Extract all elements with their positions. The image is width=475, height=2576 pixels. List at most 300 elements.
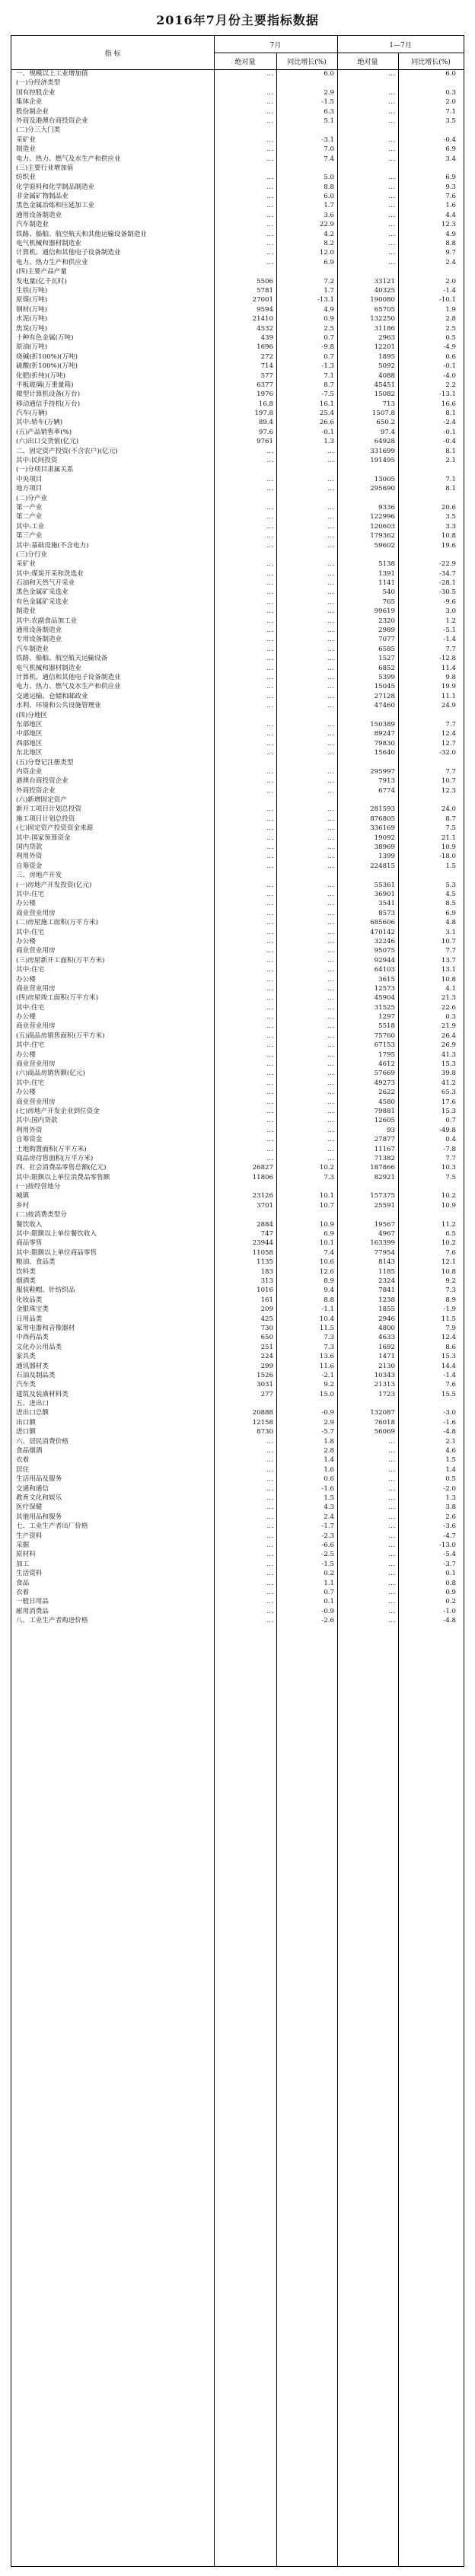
row-value: 9.4: [324, 1286, 334, 1295]
row-value: 7.9: [445, 1324, 456, 1332]
table-row: [11, 805, 464, 814]
row-value: 13005: [374, 475, 395, 483]
table-row: [11, 1333, 464, 1342]
row-label: 衣着: [16, 1456, 30, 1465]
row-label: 出口额: [16, 1418, 36, 1427]
row-value: …: [327, 607, 334, 616]
row-label: (五)分登记注册类型: [16, 758, 74, 767]
row-label: 采矿业: [16, 560, 36, 569]
table-row: [11, 682, 464, 691]
table-row: [11, 418, 464, 427]
table-row: [11, 1286, 464, 1295]
row-value: -1.5: [321, 1560, 334, 1568]
row-value: -9.6: [443, 598, 456, 606]
row-label: 商业营业用房: [16, 984, 56, 993]
table-row: [11, 465, 464, 474]
row-value: 2.0: [445, 277, 456, 285]
row-value: 7.4: [324, 1248, 334, 1257]
row-value: …: [327, 947, 334, 955]
row-value: 13.1: [441, 966, 456, 974]
row-value: …: [327, 881, 334, 889]
table-row: [11, 484, 464, 493]
row-label: 平板玻璃(万重量箱): [16, 381, 74, 389]
row-label: 通讯器材类: [16, 1362, 49, 1370]
table-row: [11, 881, 464, 890]
row-value: 650: [260, 1334, 273, 1342]
row-value: 97.6: [258, 428, 273, 436]
row-value: 92944: [374, 956, 395, 964]
table-row: [11, 899, 464, 908]
row-value: 0.5: [445, 1475, 456, 1484]
row-value: 5781: [257, 286, 273, 295]
row-value: 9.3: [445, 183, 456, 191]
table-row: [11, 1060, 464, 1069]
table-row: [11, 352, 464, 362]
row-value: -12.8: [438, 655, 456, 663]
row-value: …: [266, 532, 273, 540]
row-value: 8.1: [445, 410, 456, 418]
row-value: -7.5: [321, 391, 334, 399]
row-value: 6.9: [445, 145, 456, 154]
table-body: [11, 69, 464, 1625]
row-value: …: [388, 1437, 395, 1446]
row-value: -13.0: [438, 1541, 456, 1549]
row-value: 3701: [257, 1201, 273, 1210]
table-row: [11, 1267, 464, 1277]
table-row: [11, 946, 464, 955]
table-row: [11, 1616, 464, 1625]
table-row: [11, 1427, 464, 1436]
row-value: 19092: [374, 834, 395, 842]
row-value: 730: [260, 1324, 273, 1332]
row-label: (六)出口交货值(亿元): [16, 438, 79, 446]
row-value: 313: [260, 1277, 273, 1285]
row-value: 41.3: [441, 1050, 456, 1059]
row-value: 5138: [378, 560, 395, 569]
row-value: 1.4: [324, 1456, 334, 1465]
row-label: 汽车制造业: [16, 645, 49, 653]
row-label: 其中:煤炭开采和洗选业: [16, 569, 84, 578]
row-value: 713: [382, 400, 395, 408]
row-value: …: [327, 636, 334, 644]
row-value: …: [388, 1588, 395, 1596]
row-label: 国内贷款: [16, 843, 43, 852]
row-value: 8573: [378, 909, 395, 917]
row-value: 4.9: [445, 230, 456, 238]
row-value: …: [388, 1579, 395, 1587]
row-value: 15.5: [441, 1390, 456, 1398]
row-value: 1527: [378, 655, 395, 663]
table-row: [11, 362, 464, 371]
table-row: [11, 1050, 464, 1060]
table-row: [11, 1399, 464, 1408]
row-value: 2.5: [324, 324, 334, 333]
row-label: 饮料类: [16, 1267, 36, 1276]
table-row: [11, 1569, 464, 1578]
row-value: 20.6: [441, 503, 456, 512]
row-value: …: [327, 739, 334, 748]
row-value: …: [388, 230, 395, 238]
row-value: 23126: [252, 1192, 273, 1200]
row-label: 其他用品和服务: [16, 1513, 62, 1521]
table-row: [11, 183, 464, 192]
row-label: (二)按消费类型分: [16, 1211, 67, 1219]
row-value: 40325: [374, 286, 395, 295]
row-label: 办公楼: [16, 1050, 36, 1059]
row-label: 其中:住宅: [16, 1079, 45, 1087]
row-value: 3615: [378, 975, 395, 984]
row-label: 计算机、通信和其他电子设备制造业: [16, 674, 121, 681]
row-value: -1.9: [443, 1306, 456, 1314]
row-value: 224: [260, 1353, 273, 1361]
row-value: 5506: [257, 277, 273, 285]
row-value: …: [327, 937, 334, 945]
row-value: 3.4: [445, 155, 456, 163]
table-row: [11, 239, 464, 248]
row-value: …: [327, 909, 334, 917]
table-row: [11, 295, 464, 304]
row-value: 11167: [374, 1145, 395, 1153]
row-value: 7.6: [445, 193, 456, 201]
row-value: …: [327, 683, 334, 691]
row-value: 2.8: [445, 315, 456, 324]
row-value: -5.7: [321, 1428, 334, 1436]
table-row: [11, 97, 464, 107]
row-value: 12.1: [441, 1258, 456, 1267]
row-value: …: [327, 513, 334, 521]
row-value: 1.5: [445, 1456, 456, 1465]
row-label: 家具类: [16, 1353, 36, 1361]
row-value: 685606: [370, 919, 395, 927]
row-value: 12.4: [441, 1334, 456, 1342]
row-label: 食品: [16, 1579, 30, 1587]
row-value: 7913: [378, 777, 395, 786]
table-row: [11, 1135, 464, 1144]
row-value: …: [327, 928, 334, 936]
row-value: 10.1: [319, 1239, 334, 1248]
row-value: 1.8: [324, 1437, 334, 1446]
table-row: [11, 248, 464, 257]
row-value: -3.0: [443, 1409, 456, 1417]
row-value: 1.7: [324, 286, 334, 295]
row-label: 通用设备制造业: [16, 626, 62, 635]
row-value: …: [327, 1107, 334, 1115]
row-label: 其中:住宅: [16, 1003, 45, 1012]
row-label: (六)新增固定资产: [16, 796, 67, 805]
row-value: …: [327, 457, 334, 465]
row-value: 19567: [374, 1220, 395, 1229]
row-value: -3.1: [321, 135, 334, 144]
row-value: -1.4: [443, 636, 456, 644]
row-value: 120603: [370, 522, 395, 531]
row-value: 10.9: [319, 1220, 334, 1229]
table-row: [11, 503, 464, 512]
row-value: 224815: [370, 862, 395, 870]
row-value: …: [327, 485, 334, 493]
row-value: 6.9: [324, 258, 334, 266]
row-value: 0.7: [324, 333, 334, 342]
row-value: …: [266, 1617, 273, 1625]
row-value: 24.0: [441, 805, 456, 814]
table-row: [11, 871, 464, 880]
row-value: 4633: [378, 1334, 395, 1342]
table-row: [11, 1229, 464, 1239]
row-value: 7.3: [324, 1343, 334, 1351]
row-value: 45904: [374, 994, 395, 1003]
row-value: 765: [382, 598, 395, 606]
row-value: 0.4: [445, 1136, 456, 1144]
row-value: 3.5: [445, 513, 456, 521]
row-value: 89.4: [258, 419, 273, 427]
row-label: 生活资料: [16, 1570, 43, 1578]
row-value: 1297: [378, 1013, 395, 1022]
row-value: …: [266, 579, 273, 588]
row-value: -2.1: [321, 1371, 334, 1379]
row-value: 5399: [378, 674, 395, 681]
row-value: 6377: [257, 381, 273, 389]
row-value: 16.8: [258, 400, 273, 408]
row-value: 2884: [257, 1220, 273, 1229]
row-label: (一)分经济类型: [16, 79, 61, 88]
table-row: [11, 1371, 464, 1380]
row-value: …: [266, 843, 273, 852]
row-value: 6.9: [445, 909, 456, 917]
row-value: 10.9: [441, 1201, 456, 1210]
row-value: …: [266, 155, 273, 163]
row-value: 251: [260, 1343, 273, 1351]
table-row: [11, 1343, 464, 1352]
row-value: 190080: [370, 296, 395, 304]
row-label: 生产资料: [16, 1532, 43, 1540]
row-value: …: [266, 1079, 273, 1087]
row-value: …: [266, 853, 273, 861]
row-label: 采矿业: [16, 135, 36, 144]
table-row: [11, 277, 464, 286]
row-value: 17.6: [441, 1098, 456, 1106]
row-label: 其中:住宅: [16, 966, 45, 974]
row-label: 专用设备制造业: [16, 636, 62, 644]
table-row: [11, 1220, 464, 1229]
row-value: 425: [260, 1315, 273, 1323]
row-label: 八、工业生产者购进价格: [16, 1617, 88, 1625]
row-value: …: [266, 645, 273, 653]
row-value: -4.0: [443, 371, 456, 380]
table-row: [11, 776, 464, 786]
table-row: [11, 1607, 464, 1616]
table-row: [11, 701, 464, 710]
table-row: [11, 116, 464, 126]
row-label: 商品零售: [16, 1239, 43, 1248]
row-value: 10.7: [319, 1201, 334, 1210]
row-value: 8.8: [445, 240, 456, 248]
row-value: 0.2: [324, 1570, 334, 1578]
header-cum-growth: 同比增长(%): [411, 59, 451, 66]
header-cum-abs: 绝对量: [357, 59, 378, 66]
row-label: 港澳台商投资企业: [16, 777, 69, 786]
row-value: 10.9: [441, 843, 456, 852]
row-value: -5.4: [443, 1551, 456, 1559]
table-row: [11, 1494, 464, 1503]
row-value: …: [327, 786, 334, 795]
row-value: 10.4: [319, 1315, 334, 1323]
row-value: …: [266, 1494, 273, 1502]
table-row: [11, 1315, 464, 1324]
row-label: 办公楼: [16, 937, 36, 945]
table-row: [11, 135, 464, 145]
table-row: [11, 475, 464, 484]
table-row: [11, 843, 464, 852]
row-value: …: [327, 655, 334, 663]
table-row: [11, 1408, 464, 1417]
row-value: …: [266, 1154, 273, 1162]
row-value: 4.6: [445, 1447, 456, 1455]
table-row: [11, 1088, 464, 1097]
table-row: [11, 918, 464, 927]
row-value: …: [327, 447, 334, 455]
row-value: 19.9: [441, 683, 456, 691]
row-label: 西部地区: [16, 739, 43, 748]
table-row: [11, 1550, 464, 1559]
row-label: 商业营业用房: [16, 1022, 56, 1031]
row-value: 11.6: [319, 1362, 334, 1370]
table-row: [11, 1362, 464, 1371]
table-row: [11, 88, 464, 97]
row-value: 470142: [370, 928, 395, 936]
row-value: 12573: [374, 984, 395, 993]
row-label: 石油及制品类: [16, 1371, 56, 1379]
row-value: …: [266, 1136, 273, 1144]
row-value: -2.4: [443, 419, 456, 427]
row-value: 1016: [257, 1286, 273, 1295]
row-value: …: [327, 588, 334, 597]
row-value: 10.6: [319, 1258, 334, 1267]
row-label: 其中:基础设施(不含电力): [16, 541, 89, 550]
row-value: …: [327, 720, 334, 728]
row-value: 179362: [370, 532, 395, 540]
row-value: 79881: [374, 1107, 395, 1115]
table-row: [11, 598, 464, 607]
row-value: …: [327, 966, 334, 974]
row-value: 11.1: [441, 692, 456, 700]
row-value: 1895: [378, 352, 395, 361]
row-label: (一)分项目隶属关系: [16, 466, 74, 474]
row-value: 15.3: [441, 1107, 456, 1115]
table-row: [11, 834, 464, 843]
row-value: 12.6: [319, 1267, 334, 1276]
row-value: 1.1: [324, 1579, 334, 1587]
row-value: …: [266, 1031, 273, 1040]
row-value: 10.8: [441, 532, 456, 540]
row-value: 1855: [378, 1306, 395, 1314]
row-value: …: [388, 1484, 395, 1493]
table-row: [11, 1163, 464, 1172]
row-value: -30.5: [438, 588, 456, 597]
row-label: 交通运输、仓储和邮政业: [16, 692, 88, 700]
row-label: 中部地区: [16, 730, 43, 738]
row-value: …: [327, 1145, 334, 1153]
row-label: 外商投资企业: [16, 786, 56, 795]
table-row: [11, 1003, 464, 1012]
table-row: [11, 333, 464, 343]
table-row: [11, 673, 464, 682]
row-value: 1141: [378, 579, 395, 588]
row-value: …: [266, 834, 273, 842]
row-label: 食品烟酒: [16, 1447, 43, 1455]
row-value: -32.0: [438, 749, 456, 757]
row-value: 9.2: [445, 1277, 456, 1285]
table-row: [11, 173, 464, 182]
table-row: [11, 1597, 464, 1606]
row-value: …: [327, 569, 334, 578]
row-value: 7.1: [445, 475, 456, 483]
row-value: 8.2: [324, 240, 334, 248]
row-value: 21410: [252, 315, 273, 324]
row-value: 0.6: [445, 352, 456, 361]
table-row: [11, 890, 464, 899]
row-label: 其中:轿车(万辆): [16, 419, 63, 427]
row-value: 6.0: [324, 193, 334, 201]
row-value: …: [327, 984, 334, 993]
table-row: [11, 314, 464, 324]
row-value: 9.8: [445, 674, 456, 681]
row-value: 1238: [378, 1296, 395, 1304]
row-value: 10.2: [319, 1164, 334, 1172]
row-label: 第一产业: [16, 503, 43, 512]
row-value: 45451: [374, 381, 395, 389]
row-value: 331699: [370, 447, 395, 455]
row-value: …: [327, 541, 334, 550]
row-value: 0.2: [445, 1598, 456, 1606]
row-value: 191495: [370, 457, 395, 465]
header-month: 7月: [269, 42, 282, 49]
row-value: …: [266, 655, 273, 663]
table-row: [11, 607, 464, 616]
row-value: 650.2: [376, 419, 395, 427]
row-value: 336169: [370, 824, 395, 833]
row-value: 3031: [257, 1381, 273, 1389]
row-value: 26.9: [441, 1041, 456, 1050]
table-row: [11, 579, 464, 588]
table-row: [11, 201, 464, 210]
row-value: 5518: [378, 1022, 395, 1031]
row-value: …: [266, 956, 273, 964]
row-value: …: [388, 1598, 395, 1606]
row-label: 商业营业用房: [16, 1060, 56, 1069]
table-row: [11, 1324, 464, 1333]
row-label: (二)房屋施工面积(万平方米): [16, 919, 98, 927]
row-value: 1976: [257, 391, 273, 399]
row-value: …: [388, 1456, 395, 1465]
row-value: …: [266, 786, 273, 795]
row-value: 10.2: [441, 1192, 456, 1200]
row-value: 3541: [378, 900, 395, 908]
row-value: 65.3: [441, 1089, 456, 1097]
row-value: …: [266, 475, 273, 483]
row-value: 25591: [374, 1201, 395, 1210]
row-value: -1.6: [443, 1418, 456, 1427]
row-value: …: [388, 1541, 395, 1549]
row-value: …: [266, 1541, 273, 1549]
table-row: [11, 78, 464, 88]
table-row: [11, 937, 464, 946]
row-label: 纺织业: [16, 174, 36, 182]
row-value: 150389: [370, 720, 395, 728]
row-label: 中央项目: [16, 475, 43, 483]
row-value: 1391: [378, 569, 395, 578]
row-value: …: [327, 1079, 334, 1087]
row-value: 277: [260, 1390, 273, 1398]
row-label: 电气机械和器材制造业: [16, 240, 81, 248]
